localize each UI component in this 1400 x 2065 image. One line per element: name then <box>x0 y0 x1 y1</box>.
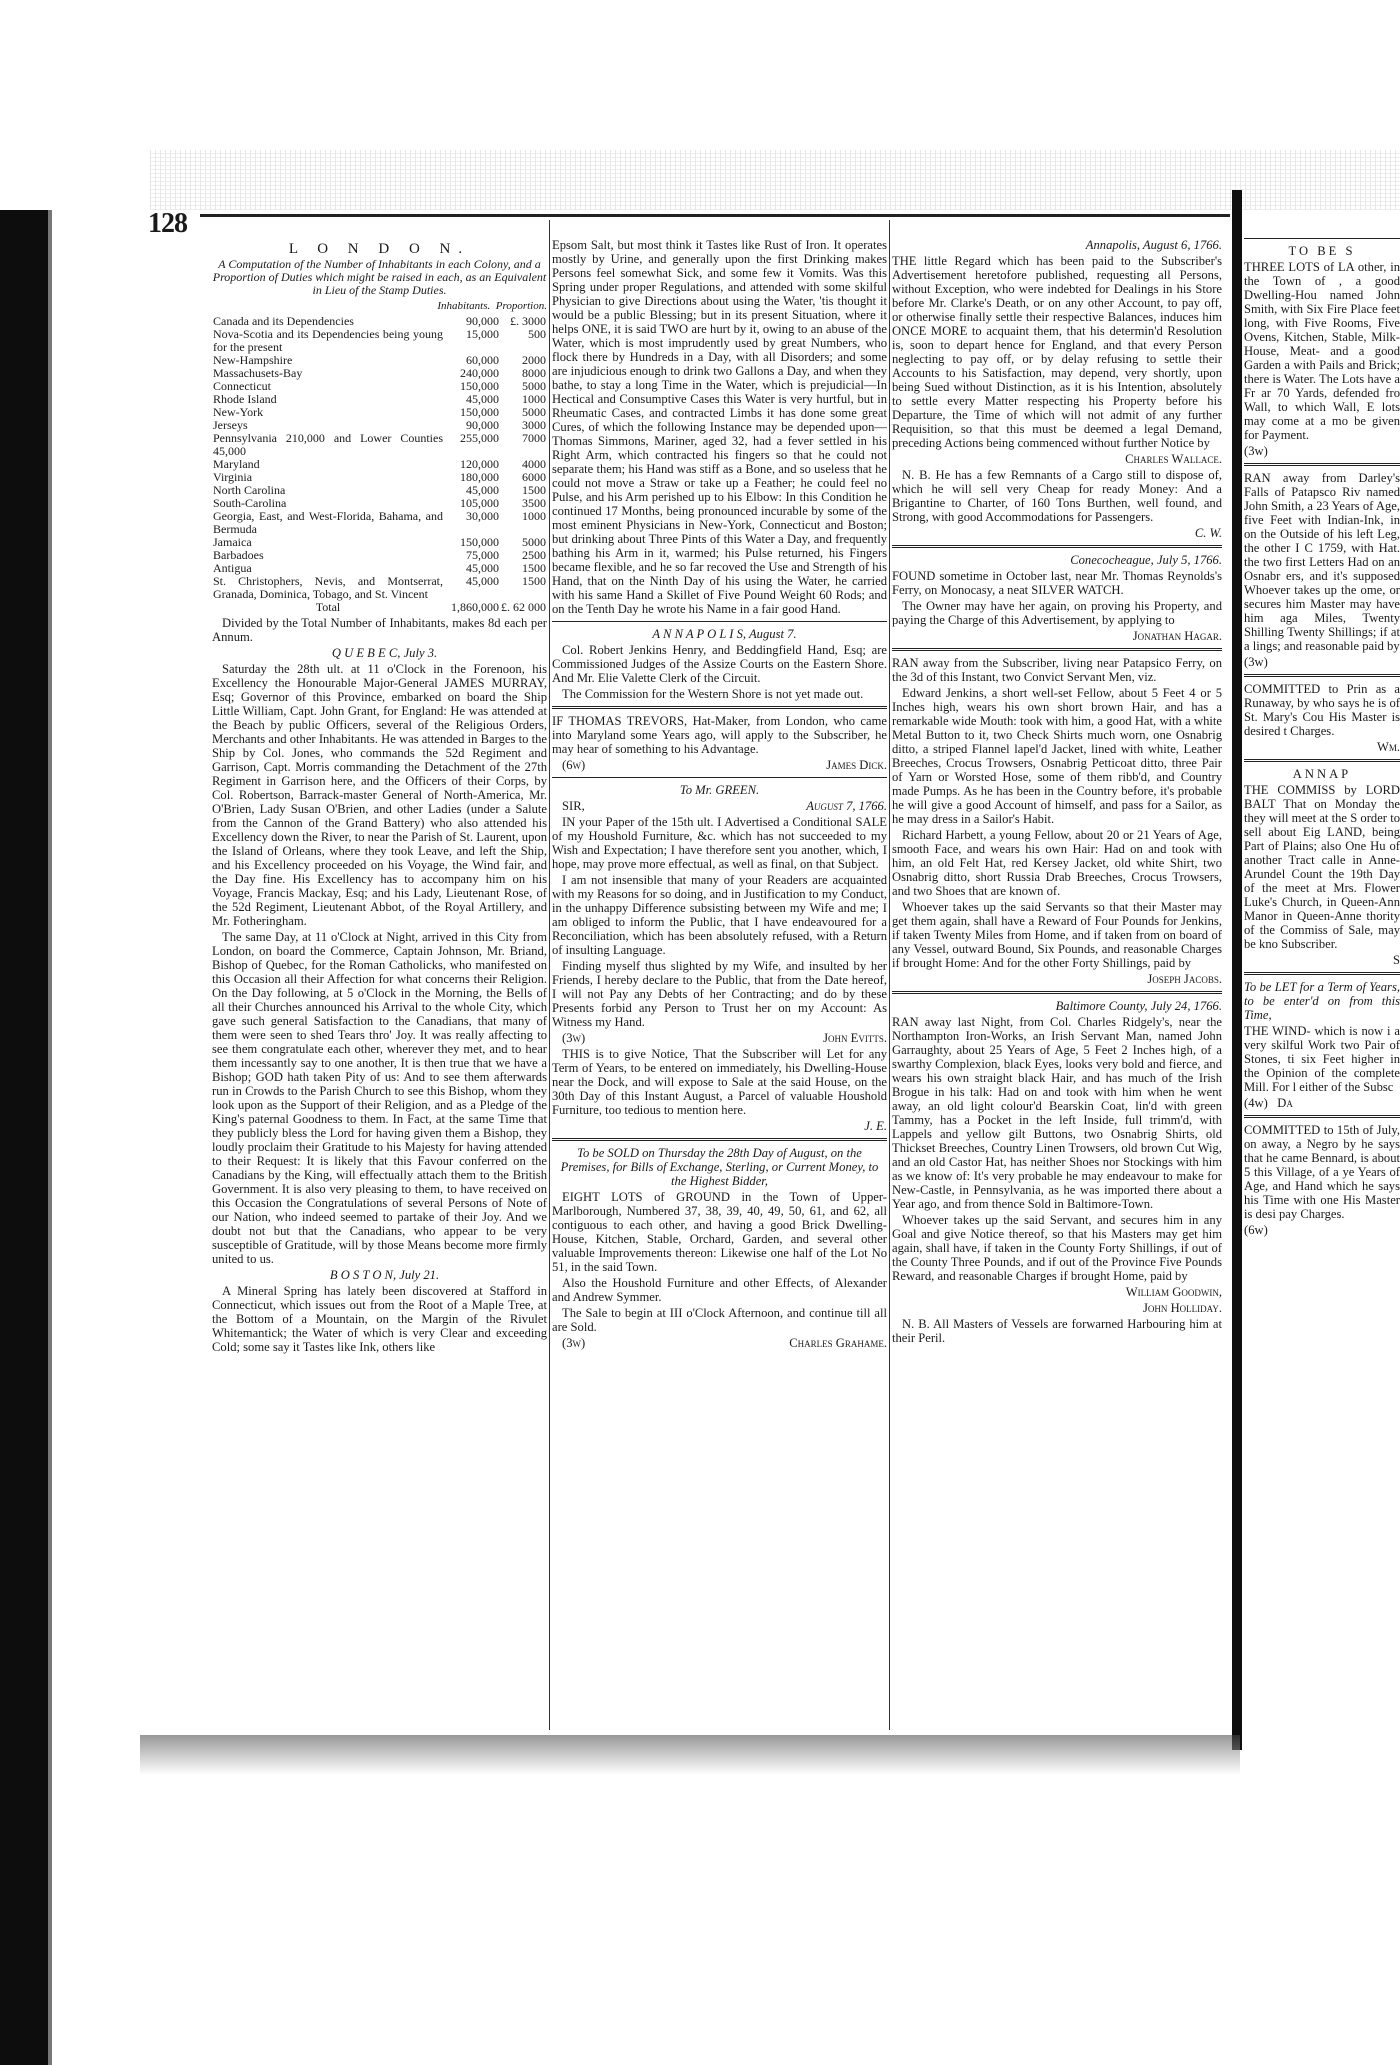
population-inhabitants: 1,860,000 <box>451 600 499 614</box>
green-paragraph-2: I am not insensible that many of your Readers are acquainted with my Reasons for so doing, and in Justification to my Conduct, in the unhappy Difference subsisting between my Wife and me; I am obliged to inform the Public, that I have endeavoured for a Reconciliation, which has been absolutely refused, with a Return of insulting Language. <box>552 873 887 957</box>
population-inhabitants: 180,000 <box>460 470 499 484</box>
table-header <box>212 299 547 313</box>
trevors-ad: IF THOMAS TREVORS, Hat-Maker, from London, who came into Maryland some Years ago, will apply to the Subscriber, he may hear of something to his Advantage. <box>552 714 887 756</box>
population-name: New-Hampshire <box>213 353 293 367</box>
green-mark: (3w) <box>562 1031 586 1045</box>
population-name: Pennsylvania 210,000 and Lower Counties 45,000 <box>213 431 443 458</box>
green-date: August 7, 1766. <box>806 799 887 813</box>
population-row <box>212 575 547 601</box>
sold-mark: (3w) <box>562 1336 586 1350</box>
population-proportion: 5000 <box>522 379 546 393</box>
rule <box>1244 972 1400 975</box>
population-inhabitants: 45,000 <box>466 483 499 497</box>
column-3 <box>892 238 1222 1778</box>
population-proportion: 8000 <box>522 366 546 380</box>
population-name: Connecticut <box>213 379 271 393</box>
population-inhabitants: 60,000 <box>466 353 499 367</box>
population-name: Jerseys <box>213 418 248 432</box>
population-inhabitants: 120,000 <box>460 457 499 471</box>
hagar-signature: Jonathan Hagar. <box>1132 629 1222 643</box>
population-name: Canada and its Dependencies <box>213 314 354 328</box>
quebec-paragraph-1: Saturday the 28th ult. at 11 o'Clock in the Forenoon, his Excellency the Honourable Major-General JAMES MURRAY, Esq; Governor of this Province, embarked on board the Ship Little William, Capt. John Grant, for England: He was attended at the Beach by public Officers, several of the Religious Orders, Merchants and other Inhabitants. He was attended in Barges to the Ship by Col. Jones, who commands the 52d Regiment and Garrison, Capt. Morris commanding the Detachment of the 27th Regiment in Garrison here, and the Officers of their Corps, by Col. Robertson, Barrack-master General of North-America, Mr. O'Brien, Lady Susan O'Brien, and other Ladies (under a Salute from the Cannon of the Grand Battery) who also attended his Excellency down the River, to near the Parish of St. Laurent, upon the Island of Orleans, where they took Leave, and left the Ship, and his Excellency proceeded on his Voyage, the Wind fair, and the Day fine. His Excellency has to accompany him on his Voyage, Francis Mackay, Esq; and his Lady, Lieutenant Rose, of the 52d Regiment, Lieutenant Abbot, of the Royal Artillery, and Mr. Fotheringham. <box>212 662 547 928</box>
population-inhabitants: 45,000 <box>466 392 499 406</box>
annapolis-dateline: A N N A P O L I S, August 7. <box>652 627 797 641</box>
sold-paragraph-3: The Sale to begin at III o'Clock Afternoon, and continue till all are Sold. <box>552 1306 887 1334</box>
population-inhabitants: 150,000 <box>460 405 499 419</box>
col4-signature-5: Da <box>1277 1096 1293 1110</box>
population-proportion: 4000 <box>522 457 546 471</box>
column-4-partial <box>1244 238 1400 1778</box>
center-gutter <box>1232 190 1242 1750</box>
population-inhabitants: 255,000 <box>460 431 499 445</box>
jacobs-paragraph-1: RAN away from the Subscriber, living near Patapsico Ferry, on the 3d of this Instant, two Convict Servant Men, viz. <box>892 656 1222 684</box>
col4-paragraph-6: COMMITTED to 15th of July, on away, a Negro by he says that he came Bennard, is about 5 this Village, of a ye Years of Age, and Hand which he says his Time with one His Master is desi pay Charges. <box>1244 1123 1400 1221</box>
rule <box>1244 1115 1400 1118</box>
baltimore-signature-2: John Holliday. <box>1143 1301 1222 1315</box>
col4-paragraph-3: COMMITTED to Prin as a Runaway, by who says he is of St. Mary's Cou His Master is desired t Charges. <box>1244 682 1400 738</box>
wallace-dateline: Annapolis, August 6, 1766. <box>1085 238 1222 252</box>
population-name: Virginia <box>213 470 253 484</box>
population-proportion: 500 <box>528 327 546 341</box>
wallace-signature: Charles Wallace. <box>1125 452 1222 466</box>
col4-paragraph-1: THREE LOTS of LA other, in the Town of , a good Dwelling-Hou named John Smith, with Six Fire Place feet long, with Five Rooms, Five Ovens, Kitchen, Stable, Milk-House, Meat- and a good Garden a with Pails and Brick; there is Water. The Lots have a Fr ar 70 Yards, defended fro Wall, to which Wall, E lots may come at a mo be given for Payment. <box>1244 260 1400 442</box>
top-rule <box>200 214 1230 217</box>
population-proportion: £. 62 000 <box>501 600 546 614</box>
population-proportion: £. 3000 <box>510 314 546 328</box>
population-name: South-Carolina <box>213 496 287 510</box>
col4-heading-4: ANNAP <box>1292 767 1352 781</box>
population-inhabitants: 45,000 <box>466 574 499 588</box>
notice-paragraph: THIS is to give Notice, That the Subscriber will Let for any Term of Years, to be entered on immediately, his Dwelling-House near the Dock, and will expose to Sale at the said House, on the 30th Day of this Instant August, a Parcel of valuable Houshold Furniture, too tedious to mention here. <box>552 1047 887 1117</box>
col4-heading-5: To be LET for a Term of Years, to be enter'd on from this Time, <box>1244 980 1400 1022</box>
col4-signature-4: S <box>1392 953 1400 967</box>
wallace-paragraph: THE little Regard which has been paid to the Subscriber's Advertisement heretofore published, requesting all Persons, without Exception, who were indebted for Dealings in his Store before Mr. Clarke's Death, or on any other Account, to pay off, or otherwise finally settle their respective Balances, induces him ONCE MORE to acquaint them, that his determin'd Resolution is, soon to depart hence for England, and that every Person neglecting to pay off, or by delay refusing to settle their Accounts to his Satisfaction, may depend, very shortly, upon being Sued without Distinction, as it is his Intention, absolutely to settle every Matter respecting his Property before his Departure, the Time of which will not admit of any further Requisition, so that this must be deemed a legal Demand, preceding Actions being commenced without further Notice by <box>892 254 1222 450</box>
population-proportion: 6000 <box>522 470 546 484</box>
computation-subhead: A Computation of the Number of Inhabitants in each Colony, and a Proportion of Duties which might be raised in each, as an Equivalent in Lieu of the Stamp Duties. <box>212 257 547 297</box>
rule <box>552 777 887 778</box>
population-row <box>212 510 547 536</box>
population-inhabitants: 90,000 <box>466 418 499 432</box>
baltimore-paragraph-2: Whoever takes up the said Servant, and secures him in any Goal and give Notice thereof, so that his Masters may get him again, shall have, if taken in the County Forty Shillings, if out of the County Three Pounds, and if out of the Province Five Pounds Reward, and reasonable Charges if brought Home, paid by <box>892 1213 1222 1283</box>
hagar-paragraph-1: FOUND sometime in October last, near Mr. Thomas Reynolds's Ferry, on Monocasy, a neat SILVER WATCH. <box>892 569 1222 597</box>
population-name: Rhode Island <box>213 392 277 406</box>
population-row <box>212 601 547 614</box>
rule <box>1244 238 1400 239</box>
sold-heading: To be SOLD on Thursday the 28th Day of August, on the Premises, for Bills of Exchange, Sterling, or Current Money, to the Highest Bidder, <box>560 1146 879 1188</box>
col4-mark-6: (6w) <box>1244 1223 1268 1237</box>
population-row <box>212 432 547 458</box>
rule <box>552 621 887 622</box>
population-proportion: 2000 <box>522 353 546 367</box>
green-paragraph-3: Finding myself thus slighted by my Wife, and insulted by her Friends, I hereby declare to the Public, that from the Date hereof, I will not Pay any Debts of her Contracting; and do by these Presents forbid any Person to Trust her on my Account: As Witness my Hand. <box>552 959 887 1029</box>
population-name: Barbadoes <box>213 548 264 562</box>
bleed-through-speckle <box>150 150 1400 210</box>
page-number: 128 <box>148 208 187 239</box>
population-inhabitants: 90,000 <box>466 314 499 328</box>
population-table <box>212 315 547 614</box>
hagar-paragraph-2: The Owner may have her again, on proving his Property, and paying the Charge of this Advertisement, by applying to <box>892 599 1222 627</box>
population-proportion: 1500 <box>522 574 546 588</box>
header-proportion: Proportion. <box>495 300 547 312</box>
rule <box>892 991 1222 994</box>
col4-paragraph-5: THE WIND- which is now i a very skilful Work two Pair of Stones, ti six Feet higher in the Opinion of the complete Mill. For l either of the Subsc <box>1244 1024 1400 1094</box>
population-name: Maryland <box>213 457 260 471</box>
rule <box>552 706 887 709</box>
population-proportion: 3500 <box>522 496 546 510</box>
population-name: Jamaica <box>213 535 252 549</box>
population-inhabitants: 75,000 <box>466 548 499 562</box>
col4-paragraph-4: THE COMMISS by LORD BALT That on Monday the they will meet at the S order to sell about Eig LAND, being Part of Plains; also One Hu of another Tract calle in Anne-Arundel Count the 19th Day of the meet at Mrs. Flower Luke's Church, in Queen-Ann Manor in Queen-Anne thority of the Commiss of Sale, may be kno Subscriber. <box>1244 783 1400 951</box>
rule <box>1244 759 1400 762</box>
wallace-nb: N. B. He has a few Remnants of a Cargo still to dispose of, which he will sell very Cheap for ready Money: And a Brigantine to Charter, of 160 Tons Burthen, well found, and Strong, with good Accommodations for Passengers. <box>892 468 1222 524</box>
population-name: St. Christophers, Nevis, and Montserrat, Granada, Dominica, Tobago, and St. Vincent <box>213 574 443 601</box>
column-rule-2 <box>889 220 890 1730</box>
column-rule-1 <box>549 220 550 1730</box>
rule <box>1244 674 1400 677</box>
population-name: Total <box>315 600 341 614</box>
baltimore-nb: N. B. All Masters of Vessels are forwarned Harbouring him at their Peril. <box>892 1317 1222 1345</box>
column-2 <box>552 238 887 1778</box>
population-name: Nova-Scotia and its Dependencies being young for the present <box>213 327 443 354</box>
population-row <box>212 328 547 354</box>
population-proportion: 3000 <box>522 418 546 432</box>
col4-paragraph-2: RAN away from Darley's Falls of Patapsco Riv named John Smith, a 23 Years of Age, five Feet with Indian-Ink, in on the Outside of his left Leg, the other I C 1759, with Hat. the two first Letters Had on an Osnabr ers, and it's supposed Whoever takes up the ome, or secures him Master may have him aga Miles, Twenty Shilling Twenty Shillings; if at a lings; and reasonable paid by <box>1244 471 1400 653</box>
baltimore-paragraph-1: RAN away last Night, from Col. Charles Ridgely's, near the Northampton Iron-Works, an Irish Servant Man, named John Garraughty, about 25 Years of Age, 5 Feet 2 Inches high, of a swarthy Complexion, black Eyes, looks very bold and fierce, and wears his own straight black Hair, and has much of the Irish Brogue in his talk: Had on and took with him when he went away, an old light colour'd Bearskin Coat, lin'd with green Tammy, has a Pocket in the left Inside, full trimm'd, with Lappels and yellow gilt Buttons, two Osnabrig Shirts, old Thickset Breeches, Country Linen Trowsers, old brown Cut Wig, and an old Castor Hat, has neither Shoes nor Stockings with him as we know of: It's very probable he may endeavour to make for New-Castle, in Pennsylvania, as he was imported there about a Year ago, and from thence Sold in Baltimore-Town. <box>892 1015 1222 1211</box>
population-name: North Carolina <box>213 483 286 497</box>
trevors-sig-name: James Dick. <box>826 758 887 772</box>
jacobs-signature: Joseph Jacobs. <box>1147 972 1222 986</box>
trevors-signature <box>552 758 887 772</box>
green-salute: SIR, <box>562 799 585 813</box>
boston-continued: Epsom Salt, but most think it Tastes like Rust of Iron. It operates mostly by Urine, and generally upon the first Drinking makes Persons feel somewhat Sick, and some few it Vomits. Was this Spring under proper Regulations, and attended with some skilful Physician to give Directions about using the Water, 'tis thought it would be a public Blessing; but in its present Situation, where it helps ONE, it is said TWO are hurt by it, owing to an abuse of the Water, which is most imprudently used by great Numbers, who flock there by Hundreds in a Day, with all Disorders; and some are injudicious enough to drink two Gallons a Day, and when they bathe, to stay a long Time in the Water, which is prejudicial—In Hectical and Consumptive Cases this Water is very hurtful, but in Rheumatic Cases, and contracted Limbs it has done some great Cures, of which the following Instance may be depended upon—Thomas Simmons, Mariner, aged 32, had a fever settled in his Right Arm, which contracted his fingers so that he could not separate them; his Hand was stiff as a Bone, and so useless that he could not move a Straw or take up a Feather; he could feel no Pulse, and his Arm perished up to his Elbow: In this Condition he continued 17 Months, being pronounced incurable by some of the most eminent Physicians in New-York, Connecticut and Boston; but drinking about Three Pints of this Water a Day, and frequently bathing his Arm in it, warmed; his Pulse returned, his Fingers became flexible, and he so far recoved the Use and Strength of his Hand, that on the Ninth Day of his using the Water, he carried with his same Hand a Skillet of Five Pound Weight 60 Rods; and on the Tenth Day he wrote his Name in a fair good Hand. <box>552 238 887 616</box>
sold-signature <box>552 1336 887 1350</box>
population-inhabitants: 240,000 <box>460 366 499 380</box>
sold-paragraph-1: EIGHT LOTS of GROUND in the Town of Upper-Marlborough, Numbered 37, 38, 39, 40, 49, 50, 61, and 62, all contiguous to each other, and having a good Brick Dwelling-House, Kitchen, Stable, Orchard, Garden, and several other valuable Improvements thereon: Likewise one half of the Lot No 51, in the said Town. <box>552 1190 887 1274</box>
green-sig-name: John Evitts. <box>823 1031 887 1045</box>
col4-mark-5-value: (4w) <box>1244 1096 1268 1110</box>
population-proportion: 5000 <box>522 535 546 549</box>
col4-mark-2: (3w) <box>1244 655 1268 669</box>
col4-heading-1: TO BE S <box>1288 244 1356 258</box>
boston-dateline: B O S T O N, July 21. <box>329 1268 440 1282</box>
population-inhabitants: 15,000 <box>466 327 499 341</box>
population-proportion: 1000 <box>522 509 546 523</box>
population-name: Antigua <box>213 561 252 575</box>
baltimore-dateline: Baltimore County, July 24, 1766. <box>1055 999 1222 1013</box>
trevors-mark: (6w) <box>562 758 586 772</box>
quebec-paragraph-2: The same Day, at 11 o'Clock at Night, arrived in this City from London, on board the Commerce, Captain Johnson, Mr. Briand, Bishop of Quebec, for the Roman Catholicks, who manifested on this Occasion all their Affection for what concerns their Religion. On the Day following, at 5 o'Clock in the Morning, the Bells of all their Churches announced his Arrival to the whole City, which gave such general Satisfaction to the Canadians, that many of them were seen to shed Tears thro' Joy. It was really affecting to see them congratulate each other, wherever they met, and to hear them incessantly say to one another, It is then true that we have a Bishop; GOD hath taken Pity of us: And to see them afterwards run in Crowds to the Parish Church to see this Bishop, whom they look upon as the Support of their Religion, and as a Pledge of the King's paternal Goodness to them. In Fact, at the same Time that they publicly bless the Lord for having given them a Bishop, they loudly proclaim their Gratitude to his Majesty for having attended to their Request: It is likely that this Favour conferred on the Canadians by the King, will effectually attach them to the British Government. It is also very pleasing to them, to have received on this Occasion the Congratulations of several Persons of Note of our Nation, who indeed seemed to partake of their Joy. And we doubt not but that the Canadians, who appear to be very susceptible of Gratitude, will by those Means become more firmly united to us. <box>212 930 547 1266</box>
population-name: Georgia, East, and West-Florida, Bahama, and Bermuda <box>213 509 443 536</box>
rule <box>892 545 1222 548</box>
population-inhabitants: 150,000 <box>460 535 499 549</box>
population-name: Massachusets-Bay <box>213 366 303 380</box>
rule <box>552 1138 887 1141</box>
left-binding-shadow <box>48 210 52 2065</box>
sold-paragraph-2: Also the Houshold Furniture and other Effects, of Alexander and Andrew Symmer. <box>552 1276 887 1304</box>
baltimore-signature-1: William Goodwin, <box>1125 1285 1222 1299</box>
jacobs-paragraph-2: Edward Jenkins, a short well-set Fellow, about 5 Feet 4 or 5 Inches high, wears his own short brown Hair, and has a remarkable wide Mouth: took with him, a good Hat, with a white Metal Button to it, two Check Shirts much worn, one Osnabrig ditto, a striped Flannel lapel'd Jacket, lined with white, Leather Breeches, Crocus Trowsers, Osnabrig Petticoat ditto, three Pair of Yarn or Worsted Hose, some of them ribb'd, and Country made Pumps. As he has been in the Country before, it's probable he will give a good Account of himself, and pass for a Sailor, as he may dress in a Sailor's Habit. <box>892 686 1222 826</box>
divided-note: Divided by the Total Number of Inhabitants, makes 8d each per Annum. <box>212 616 547 644</box>
annapolis-paragraph-2: The Commission for the Western Shore is not yet made out. <box>562 687 864 701</box>
rule <box>1244 463 1400 466</box>
wallace-nb-signature: C. W. <box>1194 526 1222 540</box>
hagar-dateline: Conecocheague, July 5, 1766. <box>1070 553 1222 567</box>
sold-sig-name: Charles Grahame. <box>789 1336 887 1350</box>
notice-signature: J. E. <box>864 1119 887 1133</box>
population-inhabitants: 30,000 <box>466 509 499 523</box>
boston-paragraph: A Mineral Spring has lately been discovered at Stafford in Connecticut, which issues out from the Root of a Maple Tree, at the Bottom of a Mountain, on the Margin of the Rivulet Whitemantick; the Water of which is very Clear and exceeding Cold; some say it Tastes like Ink, others like <box>212 1284 547 1354</box>
population-proportion: 5000 <box>522 405 546 419</box>
population-proportion: 2500 <box>522 548 546 562</box>
population-inhabitants: 105,000 <box>460 496 499 510</box>
col4-mark-1: (3w) <box>1244 444 1268 458</box>
london-heading: L O N D O N. <box>288 241 471 257</box>
population-proportion: 1500 <box>522 561 546 575</box>
annapolis-paragraph-1: Col. Robert Jenkins Henry, and Beddingfield Hand, Esq; are Commissioned Judges of the Assize Courts on the Eastern Shore. And Mr. Elie Valette Clerk of the Circuit. <box>552 643 887 685</box>
green-heading: To Mr. GREEN. <box>679 783 760 797</box>
population-inhabitants: 45,000 <box>466 561 499 575</box>
population-inhabitants: 150,000 <box>460 379 499 393</box>
jacobs-paragraph-3: Richard Harbett, a young Fellow, about 20 or 21 Years of Age, smooth Face, and wears his own Hair: Had on and took with him, an old Felt Hat, red Kersey Jacket, old white Shirt, two Osnabrig ditto, short Russia Drab Breeches, Crocus Trowsers, and two Shoes that are known of. <box>892 828 1222 898</box>
column-1 <box>212 238 547 1778</box>
left-binding-edge <box>0 210 48 2065</box>
jacobs-paragraph-4: Whoever takes up the said Servants so that their Master may get them again, shall have a Reward of Four Pounds for Jenkins, if taken Twenty Miles from Home, and if taken from on board of any Vessel, outward Bound, Six Pounds, and reasonable Charges if brought Home: And for the other Forty Shillings, paid by <box>892 900 1222 970</box>
green-paragraph-1: IN your Paper of the 15th ult. I Advertised a Conditional SALE of my Houshold Furniture, &c. which has not succeeded to my Wish and Expectation; I have therefore sent you another, which, I hope, may prove more effectual, as well as final, on that Subject. <box>552 815 887 871</box>
header-inhabitants: Inhabitants. <box>437 300 491 312</box>
quebec-dateline: Q U E B E C, July 3. <box>331 646 438 660</box>
rule <box>892 648 1222 651</box>
col4-mark-5 <box>1244 1096 1400 1110</box>
population-proportion: 1500 <box>522 483 546 497</box>
population-proportion: 7000 <box>522 431 546 445</box>
col4-signature-3: Wm. <box>1376 740 1400 754</box>
green-salutation <box>552 799 887 813</box>
green-signature <box>552 1031 887 1045</box>
population-proportion: 1000 <box>522 392 546 406</box>
population-name: New-York <box>213 405 264 419</box>
